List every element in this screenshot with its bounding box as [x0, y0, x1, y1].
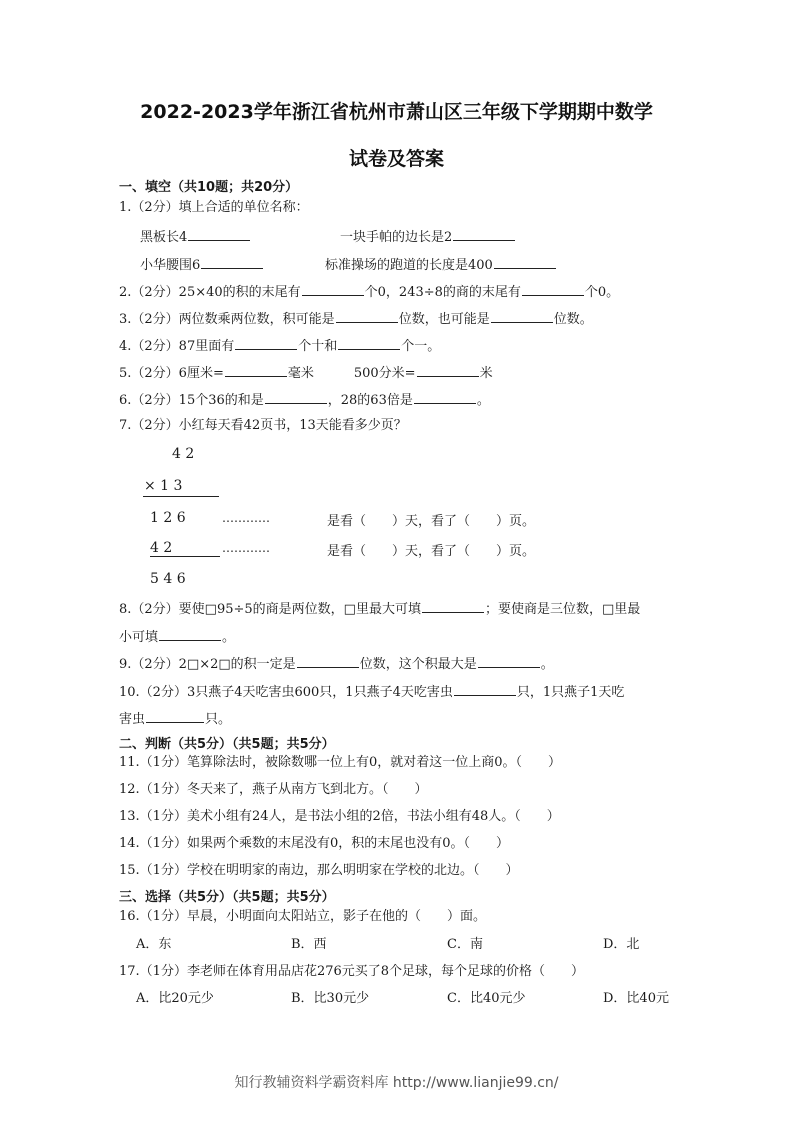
question-3-text-a: 3.（2分）两位数乘两位数，积可能是 — [119, 312, 335, 327]
question-3-text-c: 位数。 — [553, 312, 593, 327]
question-6-text-a: 6.（2分）15个36的和是 — [119, 393, 264, 408]
question-2-text-b: 个0，243÷8的商的末尾有 — [364, 285, 521, 300]
calc-line — [150, 556, 220, 557]
answer-blank[interactable] — [478, 655, 540, 668]
calc-partial-1: 1 2 6 — [150, 510, 186, 526]
question-16-option-a[interactable]: A．东 — [136, 937, 172, 952]
calc-dots-2: ………… — [222, 541, 270, 555]
answer-blank[interactable] — [338, 337, 400, 350]
question-4 — [119, 337, 440, 355]
calc-statement-2: 是看（ ）天，看了（ ）页。 — [327, 544, 536, 559]
question-1: 1.（2分）填上合适的单位名称： — [119, 200, 309, 215]
section-true-false: 二、判断（共5分）（共5题；共5分） — [119, 737, 335, 752]
question-16-option-b[interactable]: B．西 — [291, 937, 327, 952]
question-4-text-a: 4.（2分）87里面有 — [119, 339, 235, 354]
question-17-option-c[interactable]: C．比40元少 — [447, 991, 526, 1006]
answer-blank[interactable] — [414, 391, 476, 404]
question-17-option-a[interactable]: A．比20元少 — [136, 991, 214, 1006]
question-16-option-d[interactable]: D．北 — [603, 937, 640, 952]
question-8-text-a: 8.（2分）要使□95÷5的商是两位数，□里最大可填 — [119, 602, 421, 617]
question-10-text-a: 10.（2分）3只燕子4天吃害虫600只，1只燕子4天吃害虫 — [119, 685, 453, 700]
question-10 — [119, 683, 624, 701]
question-8 — [119, 600, 640, 618]
exam-title-line2: 试卷及答案 — [348, 148, 444, 170]
question-6-text-b: ，28的63倍是 — [327, 393, 413, 408]
question-7: 7.（2分）小红每天看42页书，13天能看多少页？ — [119, 418, 407, 433]
calc-multiplier: × 1 3 — [144, 478, 183, 494]
question-8-text-d: 。 — [222, 630, 236, 645]
question-9 — [119, 655, 554, 673]
answer-blank[interactable] — [201, 256, 263, 269]
question-11: 11.（1分）笔算除法时，被除数哪一位上有0，就对着这一位上商0。（ ） — [119, 755, 561, 770]
answer-blank[interactable] — [265, 391, 327, 404]
question-6-text-c: 。 — [476, 393, 490, 408]
question-9-text-b: 位数，这个积最大是 — [359, 657, 477, 672]
answer-blank[interactable] — [494, 256, 556, 269]
calc-statement-1: 是看（ ）天，看了（ ）页。 — [327, 514, 536, 529]
question-1-c-text: 小华腰围6 — [140, 258, 201, 273]
answer-blank[interactable] — [302, 283, 364, 296]
question-5-text-c: 500分米= — [353, 366, 416, 381]
question-17: 17.（1分）李老师在体育用品店花276元买了8个足球，每个足球的价格（ ） — [119, 964, 585, 979]
question-2-text-c: 个0。 — [584, 285, 620, 300]
question-10-text-b: 只，1只燕子1天吃 — [516, 685, 625, 700]
question-10-text-c: 害虫 — [119, 712, 146, 727]
question-1-a — [140, 228, 251, 246]
question-5-text-d: 米 — [479, 366, 493, 381]
question-1-d — [325, 256, 557, 274]
question-3 — [119, 310, 593, 328]
calc-line — [143, 496, 219, 497]
question-1-c — [140, 256, 264, 274]
question-2-text-a: 2.（2分）25×40的积的末尾有 — [119, 285, 301, 300]
question-8-text-c: 小可填 — [119, 630, 159, 645]
question-4-text-b: 个十和 — [298, 339, 338, 354]
question-6 — [119, 391, 490, 409]
answer-blank[interactable] — [336, 310, 398, 323]
calc-multiplicand: 4 2 — [172, 446, 195, 462]
answer-blank[interactable] — [422, 600, 484, 613]
question-1-d-text: 标准操场的跑道的长度是400 — [325, 258, 493, 273]
footer-watermark: 知行教辅资料学霸资料库 http://www.lianjie99.cn/ — [234, 1075, 559, 1091]
question-9-text-c: 。 — [540, 657, 554, 672]
question-17-option-b[interactable]: B．比30元少 — [291, 991, 370, 1006]
answer-blank[interactable] — [188, 228, 250, 241]
answer-blank[interactable] — [235, 337, 297, 350]
answer-blank[interactable] — [297, 655, 359, 668]
question-16: 16.（1分）早晨，小明面向太阳站立，影子在他的（ ）面。 — [119, 909, 486, 924]
question-1-b — [340, 228, 516, 246]
question-4-text-c: 个一。 — [401, 339, 441, 354]
calc-product: 5 4 6 — [150, 571, 186, 587]
question-8-cont — [119, 628, 235, 646]
calc-partial-2: 4 2 — [150, 540, 173, 556]
calc-dots-1: ………… — [222, 511, 270, 525]
question-2 — [119, 283, 619, 301]
section-fill-in: 一、填空（共10题；共20分） — [119, 180, 299, 195]
answer-blank[interactable] — [417, 364, 479, 377]
question-10-text-d: 只。 — [205, 712, 232, 727]
question-12: 12.（1分）冬天来了，燕子从南方飞到北方。（ ） — [119, 782, 428, 797]
question-1-b-text: 一块手帕的边长是2 — [340, 230, 453, 245]
question-13: 13.（1分）美术小组有24人，是书法小组的2倍，书法小组有48人。（ ） — [119, 809, 560, 824]
exam-title-line1: 2022-2023学年浙江省杭州市萧山区三年级下学期期中数学 — [140, 101, 653, 123]
answer-blank[interactable] — [454, 683, 516, 696]
answer-blank[interactable] — [159, 628, 221, 641]
question-5 — [119, 364, 493, 382]
question-17-option-d[interactable]: D．比40元 — [603, 991, 669, 1006]
section-choice: 三、选择（共5分）（共5题；共5分） — [119, 890, 335, 905]
answer-blank[interactable] — [453, 228, 515, 241]
question-16-option-c[interactable]: C．南 — [447, 937, 483, 952]
question-15: 15.（1分）学校在明明家的南边，那么明明家在学校的北边。（ ） — [119, 863, 519, 878]
question-8-text-b: ；要使商是三位数，□里最 — [484, 602, 641, 617]
question-3-text-b: 位数，也可能是 — [398, 312, 490, 327]
question-14: 14.（1分）如果两个乘数的末尾没有0，积的末尾也没有0。（ ） — [119, 836, 509, 851]
question-5-text-b: 毫米 — [287, 366, 314, 381]
answer-blank[interactable] — [522, 283, 584, 296]
answer-blank[interactable] — [491, 310, 553, 323]
question-5-text-a: 5.（2分）6厘米= — [119, 366, 224, 381]
answer-blank[interactable] — [225, 364, 287, 377]
answer-blank[interactable] — [146, 710, 204, 723]
question-1-a-text: 黑板长4 — [140, 230, 188, 245]
question-9-text-a: 9.（2分）2□×2□的积一定是 — [119, 657, 296, 672]
question-10-cont — [119, 710, 231, 728]
